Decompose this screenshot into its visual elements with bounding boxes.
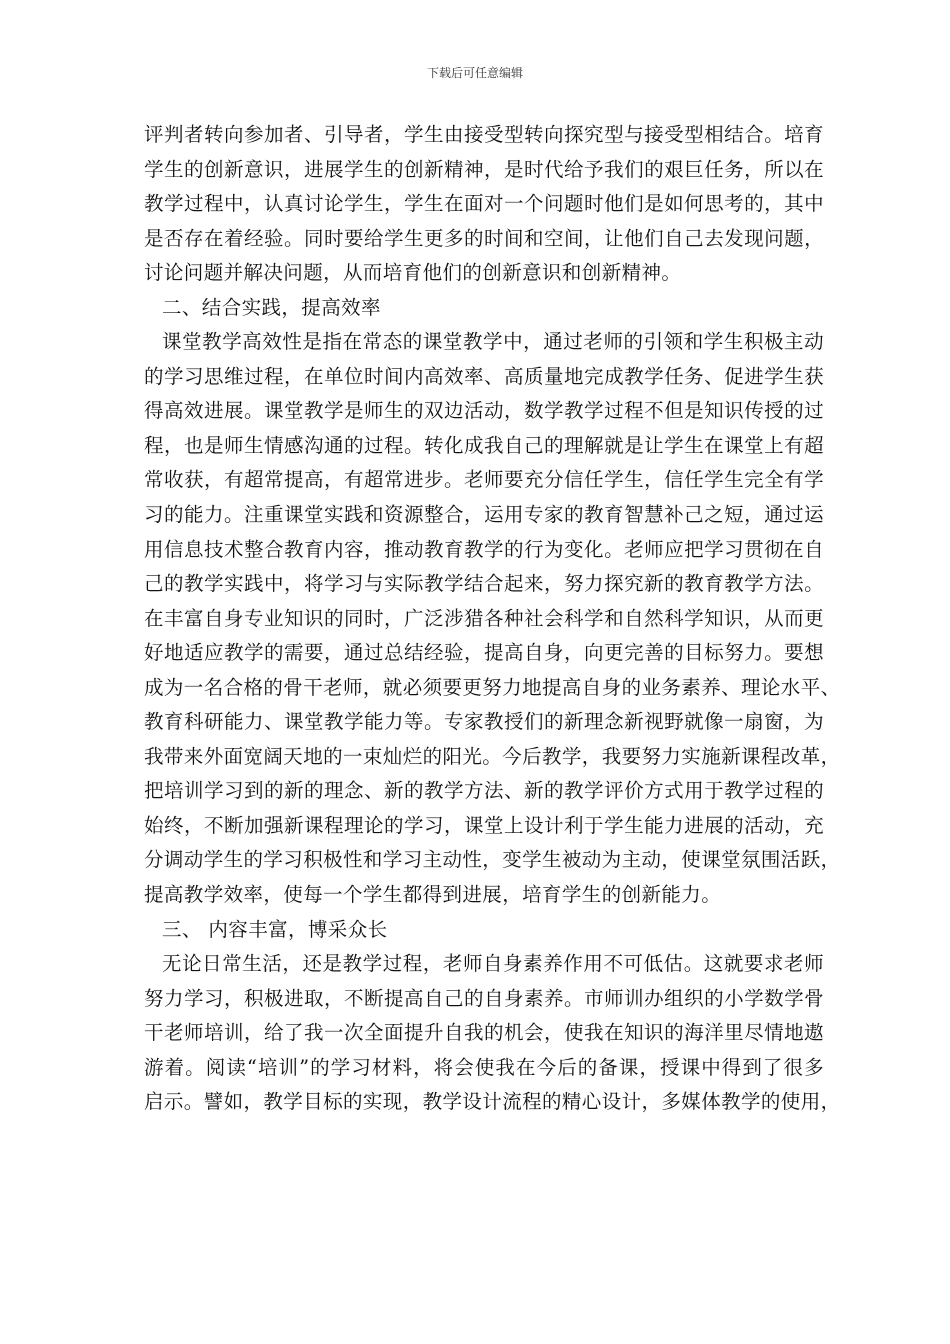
text-line: 始终，不断加强新课程理论的学习，课堂上设计利于学生能力进展的活动，充 xyxy=(144,813,824,837)
text-line: 在丰富自身专业知识的同时，广泛涉猎各种社会科学和自然科学知识，从而更 xyxy=(144,606,824,630)
text-line: 是否存在着经验。同时要给学生更多的时间和空间，让他们自己去发现问题， xyxy=(144,226,824,250)
text-line: 讨论问题并解决问题，从而培育他们的创新意识和创新精神。 xyxy=(144,261,682,285)
text-line: 好地适应教学的需要，通过总结经验，提高自身，向更完善的目标努力。要想 xyxy=(144,641,824,665)
text-line: 启示。譬如，教学目标的实现，教学设计流程的精心设计，多媒体教学的使用， xyxy=(144,1090,841,1114)
text-line: 得高效进展。课堂教学是师生的双边活动，数学教学过程不但是知识传授的过 xyxy=(144,399,824,423)
text-line: 程，也是师生情感沟通的过程。转化成我自己的理解就是让学生在课堂上有超 xyxy=(144,433,824,457)
text-line: 提高教学效率，使每一个学生都得到进展，培育学生的创新能力。 xyxy=(144,883,722,907)
text-line: 常收获，有超常提高，有超常进步。老师要充分信任学生，信任学生完全有学 xyxy=(144,468,824,492)
text-line: 努力学习，积极进取，不断提高自己的自身素养。市师训办组织的小学数学骨 xyxy=(144,986,824,1010)
text-line: 无论日常生活，还是教学过程，老师自身素养作用不可低估。这就要求老师 xyxy=(162,952,824,976)
text-line: 的学习思维过程，在单位时间内高效率、高质量地完成教学任务、促进学生获 xyxy=(144,364,824,388)
text-line: 己的教学实践中，将学习与实际教学结合起来，努力探究新的教育教学方法。 xyxy=(144,572,824,596)
text-line: 游着。阅读“培训”的学习材料，将会使我在今后的备课，授课中得到了很多 xyxy=(144,1055,824,1079)
text-line: 教学过程中，认真讨论学生，学生在面对一个问题时他们是如何思考的，其中 xyxy=(144,192,824,216)
section-heading: 三、 内容丰富，博采众长 xyxy=(162,917,388,941)
document-body xyxy=(144,118,841,1120)
text-line: 课堂教学高效性是指在常态的课堂教学中，通过老师的引领和学生积极主动 xyxy=(162,330,824,354)
text-line: 我带来外面宽阔天地的一束灿烂的阳光。今后教学，我要努力实施新课程改革， xyxy=(144,744,841,768)
section-heading: 二、结合实践，提高效率 xyxy=(162,295,381,319)
text-line: 习的能力。注重课堂实践和资源整合，运用专家的教育智慧补己之短，通过运 xyxy=(144,503,824,527)
text-line: 把培训学习到的新的理念、新的教学方法、新的教学评价方式用于教学过程的 xyxy=(144,779,824,803)
text-line: 教育科研能力、课堂教学能力等。专家教授们的新理念新视野就像一扇窗，为 xyxy=(144,710,824,734)
text-line: 用信息技术整合教育内容，推动教育教学的行为变化。老师应把学习贯彻在自 xyxy=(144,537,824,561)
text-line: 分调动学生的学习积极性和学习主动性，变学生被动为主动，使课堂氛围活跃， xyxy=(144,848,841,872)
text-line: 成为一名合格的骨干老师，就必须要更努力地提高自身的业务素养、理论水平、 xyxy=(144,675,841,699)
text-line: 学生的创新意识，进展学生的创新精神，是时代给予我们的艰巨任务，所以在 xyxy=(144,157,824,181)
text-line: 评判者转向参加者、引导者，学生由接受型转向探究型与接受型相结合。培育 xyxy=(144,123,824,146)
page-header: 下载后可任意编辑 xyxy=(426,66,523,80)
text-line: 干老师培训，给了我一次全面提升自我的机会，使我在知识的海洋里尽情地遨 xyxy=(144,1021,824,1045)
